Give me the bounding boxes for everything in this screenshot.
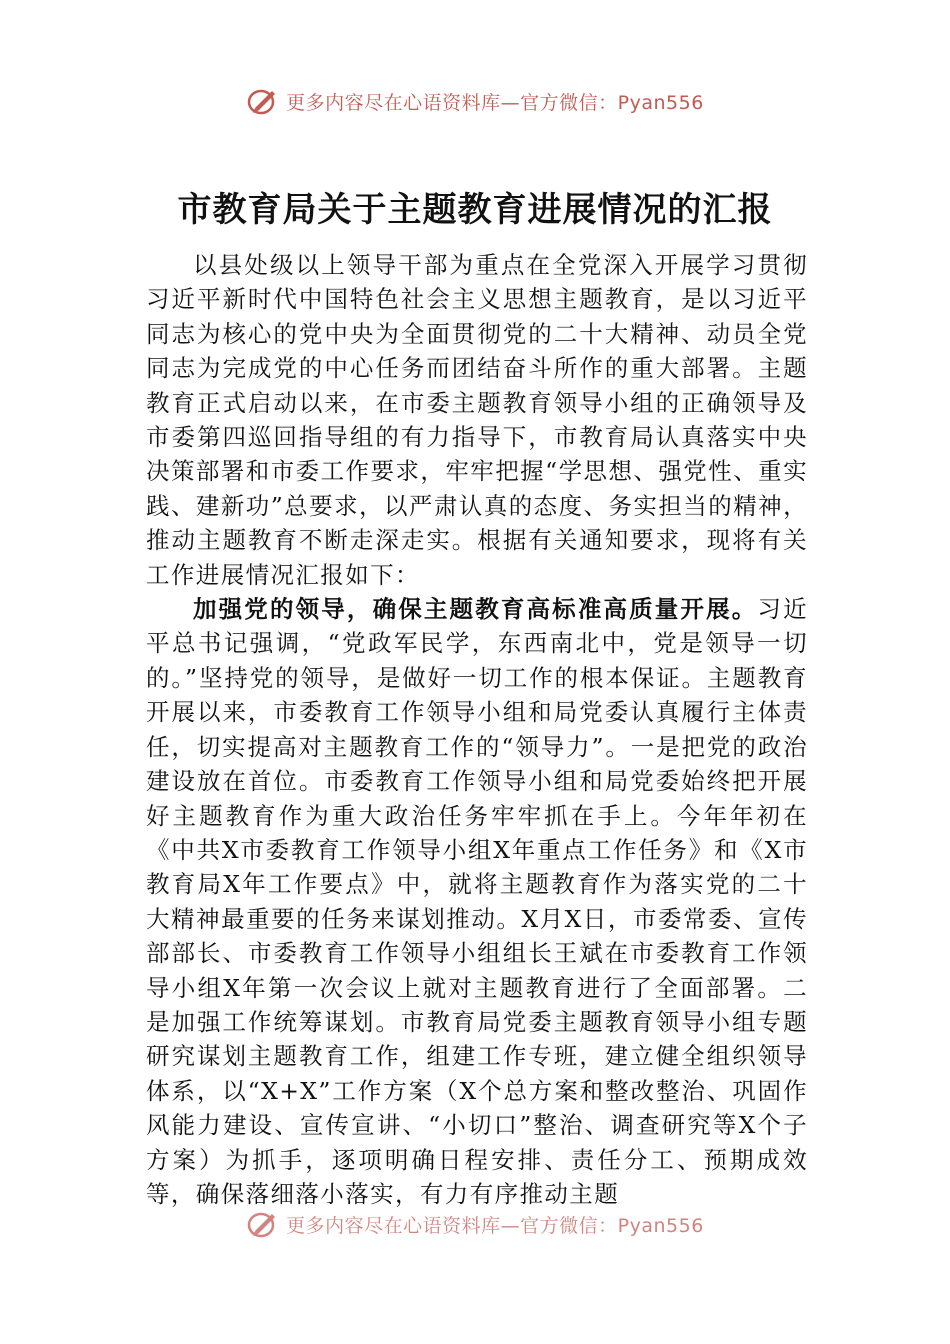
watermark-text: 更多内容尽在心语资料库—官方微信：Pyan556 — [286, 1214, 704, 1237]
paragraph-text: 以县处级以上领导干部为重点在全党深入开展学习贯彻习近平新时代中国特色社会主义思想主题教育，是以习近平同志为核心的党中央为全面贯彻党的二十大精神、动员全党同志为完成党的中心任务而团结奋斗所作的重大部署。主题教育正式启动以来，在市委主题教育领导小组的正确领导及市委第四巡回指导组的有力指导下，市教育局认真落实中央决策部署和市委工作要求，牢牢把握“学思想、强党性、重实践、建新功”总要求，以严肃认真的态度、务实担当的精神，推动主题教育不断走深走实。根据有关通知要求，现将有关工作进展情况汇报如下： — [146, 251, 808, 589]
watermark-text: 更多内容尽在心语资料库—官方微信：Pyan556 — [286, 91, 704, 114]
page-title: 市教育局关于主题教育进展情况的汇报 — [177, 190, 773, 230]
watermark-footer — [0, 1209, 950, 1239]
paragraph-section-1 — [146, 592, 808, 1211]
paragraph-intro — [146, 248, 808, 592]
paragraph-text: 习近平总书记强调，“党政军民学，东西南北中，党是领导一切的。”坚持党的领导，是做好一切工作的根本保证。主题教育开展以来，市委教育工作领导小组和局党委认真履行主体责任，切实提高对主题教育工作的“领导力”。一是把党的政治建设放在首位。市委教育工作领导小组和局党委始终把开展好主题教育作为重大政治任务牢牢抓在手上。今年年初在《中共X市委教育工作领导小组X年重点工作任务》和《X市教育局X年工作要点》中，就将主题教育作为落实党的二十大精神最重要的任务来谋划推动。X月X日，市委常委、宣传部部长、市委教育工作领导小组组长王斌在市委教育工作领导小组X年第一次会议上就对主题教育进行了全面部署。二是加强工作统筹谋划。市教育局党委主题教育领导小组专题研究谋划主题教育工作，组建工作专班，建立健全组织领导体系，以“X+X”工作方案（X个总方案和整改整治、巩固作风能力建设、宣传宣讲、“小切口”整治、调查研究等X个子方案）为抓手，逐项明确日程安排、责任分工、预期成效等，确保落细落小落实，有力有序推动主题 — [146, 595, 808, 1208]
watermark-header — [0, 86, 950, 116]
document-body — [146, 248, 808, 1211]
paragraph-lead-heading: 加强党的领导，确保主题教育高标准高质量开展。 — [193, 595, 758, 624]
pen-logo-icon — [246, 86, 280, 116]
pen-logo-icon — [246, 1209, 280, 1239]
